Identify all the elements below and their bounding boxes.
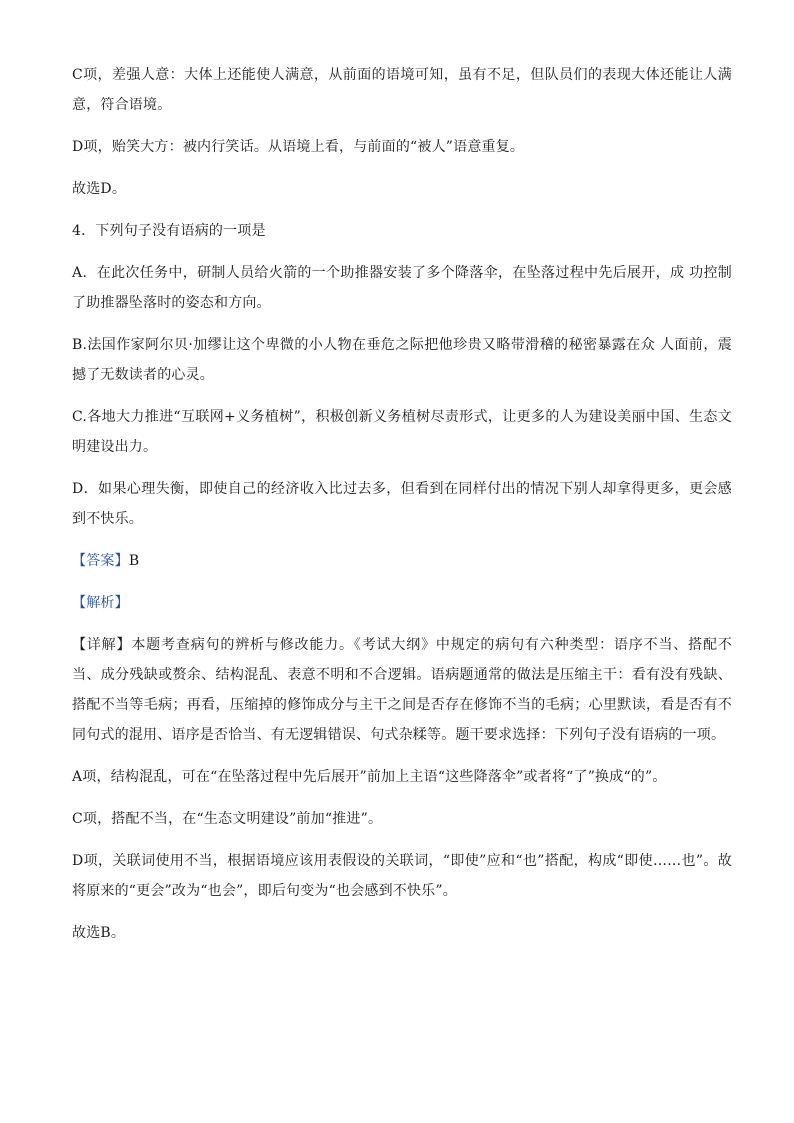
option-b: B.法国作家阿尔贝·加缪让这个卑微的小人物在垂危之际把他珍贵又略带滑稽的秘密暴露在众 人面前，震撼了无数读者的心灵。: [72, 337, 732, 383]
analysis-a: A项，结构混乱，可在“在坠落过程中先后展开”前加上主语“这些降落伞”或者将“了”换成“的”。: [72, 769, 667, 785]
option-c: C.各地大力推进“互联网+义务植树”，积极创新义务植树尽责形式，让更多的人为建设美丽中国、生态文明建设出力。: [72, 409, 732, 455]
analysis-c: C项，搭配不当，在“生态文明建设”前加“推进”。: [72, 811, 383, 827]
analysis-heading: [72, 588, 732, 618]
document-page: [72, 60, 732, 960]
question-4: 4．下列句子没有语病的一项是: [72, 223, 266, 239]
detail-text: 本题考查病句的辨析与修改能力。《考试大纲》中规定的病句有六种类型：语序不当、搭配不当、成分残缺或赘余、结构混乱、表意不明和不合逻辑。语病题通常的做法是压缩主干：看有没有残缺、搭配不当等毛病；再看，压缩掉的修饰成分与主干之间是否存在修饰不当的毛病；心里默读，看是否有不同句式的混用、语序是否恰当、有无逻辑错误、句式杂糅等。题干要求选择：下列句子没有语病的一项。: [72, 637, 732, 743]
answer-value: B: [128, 553, 140, 569]
analysis-d: D项，关联词使用不当，根据语境应该用表假设的关联词，“即使”应和“也”搭配，构成“即使……也”。故将原来的“更会”改为“也会”，即后句变为“也会感到不快乐”。: [72, 853, 732, 899]
c-option-explanation: C项，差强人意：大体上还能使人满意，从前面的语境可知，虽有不足，但队员们的表现大体还能让人满意，符合语境。: [72, 67, 732, 113]
answer-line: [72, 546, 732, 576]
option-d: D．如果心理失衡，即使自己的经济收入比过去多，但看到在同样付出的情况下别人却拿得更多，更会感到不快乐。: [72, 481, 732, 527]
detail-paragraph: [72, 630, 732, 750]
detail-label: 【详解】: [72, 637, 132, 653]
conclusion-2: 故选B。: [72, 925, 126, 941]
option-a: A．在此次任务中，研制人员给火箭的一个助推器安装了多个降落伞，在坠落过程中先后展开，成 功控制了助推器坠落时的姿态和方向。: [72, 265, 732, 311]
conclusion-1: 故选D。: [72, 181, 127, 197]
analysis-label: 【解析】: [72, 595, 129, 611]
d-option-explanation: D项，贻笑大方：被内行笑话。从语境上看，与前面的“被人”语意重复。: [72, 139, 525, 155]
answer-label: 【答案】: [72, 553, 129, 569]
